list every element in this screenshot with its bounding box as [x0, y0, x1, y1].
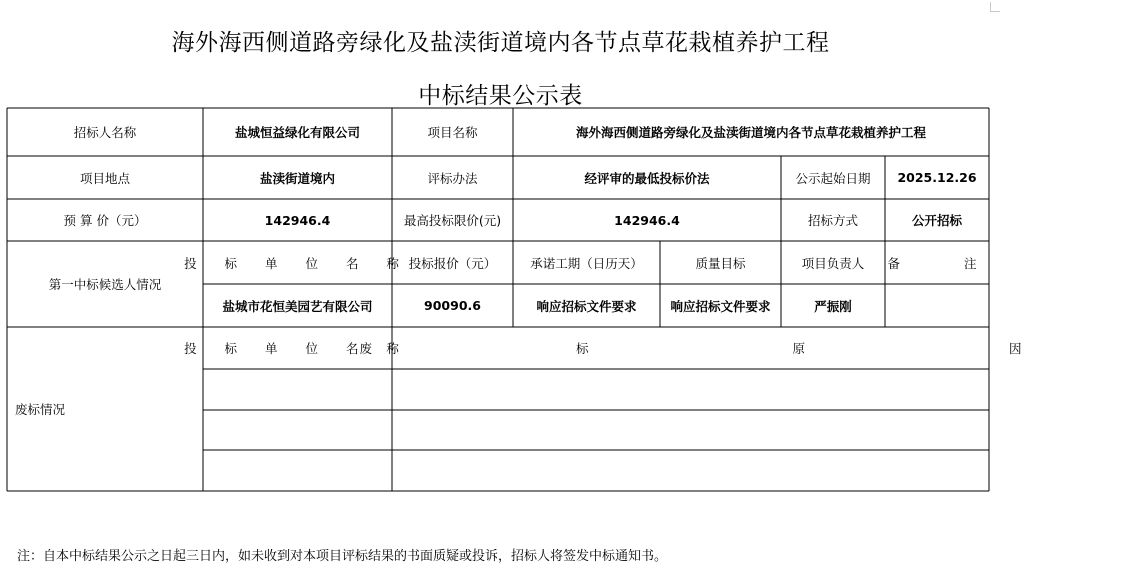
candidate-unit-value: 盐城市花恒美园艺有限公司	[222, 298, 373, 314]
project-title: 海外海西侧道路旁绿化及盐渎街道境内各节点草花栽植养护工程	[171, 30, 830, 56]
candidate-manager-header: 项目负责人	[801, 255, 865, 271]
tenderer-label: 招标人名称	[73, 125, 137, 140]
candidate-price-header: 投标报价（元）	[408, 255, 497, 271]
disqualified-label: 废标情况	[15, 402, 66, 417]
max-price-value: 142946.4	[614, 212, 680, 228]
disqualified-unit-header: 投 标 单 位 名 称	[184, 341, 411, 356]
evaluation-method-value: 经评审的最低投标价法	[584, 170, 710, 186]
table-title: 中标结果公示表	[418, 83, 583, 109]
candidate-price-value: 90090.6	[424, 298, 481, 313]
budget-label: 预 算 价（元）	[63, 213, 147, 228]
first-candidate-label: 第一中标候选人情况	[48, 277, 162, 292]
candidate-period-header: 承诺工期（日历天）	[530, 255, 643, 271]
candidate-quality-header: 质量目标	[695, 255, 746, 271]
budget-value: 142946.4	[264, 212, 331, 228]
tender-mode-label: 招标方式	[807, 213, 858, 228]
max-price-label: 最高投标限价(元)	[403, 213, 502, 228]
publish-date-value: 2025.12.26	[897, 170, 977, 185]
candidate-remark-value	[885, 284, 989, 327]
candidate-manager-value: 严振刚	[814, 298, 852, 314]
location-label: 项目地点	[79, 170, 130, 186]
publish-date-label: 公示起始日期	[795, 170, 871, 186]
project-name-label: 项目名称	[427, 125, 478, 140]
evaluation-method-label: 评标办法	[427, 170, 478, 186]
candidate-remark-header: 备 注	[887, 255, 1007, 271]
footnote: 注：自本中标结果公示之日起三日内，如未收到对本项目评标结果的书面质疑或投诉，招标人将签发中标通知书。	[17, 549, 668, 564]
candidate-quality-value: 响应招标文件要求	[670, 298, 771, 314]
tender-mode-value: 公开招标	[911, 213, 962, 228]
disqualified-reason-header: 废 标 原 因	[359, 341, 1121, 356]
project-name-value: 海外海西侧道路旁绿化及盐渎街道境内各节点草花栽植养护工程	[575, 125, 926, 140]
candidate-period-value: 响应招标文件要求	[536, 298, 637, 314]
location-value: 盐渎街道境内	[259, 170, 335, 186]
candidate-unit-header: 投 标 单 位 名 称	[184, 255, 411, 271]
tenderer-value: 盐城恒益绿化有限公司	[234, 125, 360, 140]
